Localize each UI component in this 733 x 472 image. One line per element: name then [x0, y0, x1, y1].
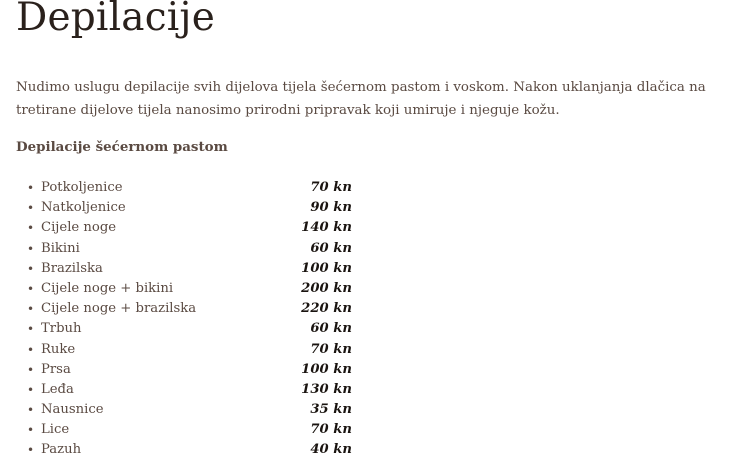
- bullet-icon: •: [27, 382, 35, 397]
- service-price: 35 kn: [310, 402, 352, 418]
- bullet-icon: •: [27, 443, 35, 458]
- intro-paragraph: Nudimo uslugu depilacije svih dijelova tijela šećernom pastom i voskom. Nakon uklanjanja dlačica na tretirane dijelove tijela nanosimo prirodni pripravak koji umiruje i njeguje kožu.: [16, 80, 706, 118]
- bullet-icon: •: [27, 221, 35, 236]
- service-name: Pazuh: [41, 442, 82, 458]
- service-name: Bikini: [41, 240, 80, 256]
- service-name: Leđa: [41, 381, 74, 397]
- service-name: Lice: [41, 422, 70, 438]
- service-price: 90 kn: [310, 200, 352, 216]
- page-title: Depilacije: [16, 0, 215, 40]
- service-price: 140 kn: [301, 220, 352, 236]
- service-price: 70 kn: [310, 422, 352, 438]
- service-price: 70 kn: [310, 180, 352, 195]
- service-price: 40 kn: [310, 442, 352, 458]
- service-name: Ruke: [41, 341, 76, 357]
- bullet-icon: •: [27, 322, 35, 337]
- service-price: 220 kn: [301, 301, 352, 317]
- bullet-icon: •: [27, 281, 35, 296]
- bullet-icon: •: [27, 201, 35, 216]
- service-name: Potkoljenice: [41, 180, 123, 195]
- bullet-icon: •: [27, 241, 35, 256]
- bullet-icon: •: [27, 181, 35, 195]
- service-price: 130 kn: [301, 381, 352, 397]
- bullet-icon: •: [27, 423, 35, 438]
- service-price: 60 kn: [310, 321, 352, 337]
- service-name: Trbuh: [41, 321, 82, 337]
- service-price: 70 kn: [310, 341, 352, 357]
- service-name: Cijele noge + bikini: [41, 280, 174, 296]
- service-name: Natkoljenice: [41, 200, 126, 216]
- service-name: Cijele noge + brazilska: [41, 301, 197, 317]
- bullet-icon: •: [27, 302, 35, 317]
- service-price: 60 kn: [310, 240, 352, 256]
- bullet-icon: •: [27, 342, 35, 357]
- service-price: 200 kn: [301, 280, 352, 296]
- service-price: 100 kn: [301, 361, 352, 377]
- bullet-icon: •: [27, 362, 35, 377]
- service-name: Prsa: [41, 361, 71, 377]
- bullet-icon: •: [27, 403, 35, 418]
- section-heading: Depilacije šećernom pastom: [16, 139, 228, 155]
- bullet-icon: •: [27, 261, 35, 276]
- service-price: 100 kn: [301, 260, 352, 276]
- service-name: Cijele noge: [41, 220, 117, 236]
- service-name: Brazilska: [41, 260, 103, 276]
- service-name: Nausnice: [41, 402, 104, 418]
